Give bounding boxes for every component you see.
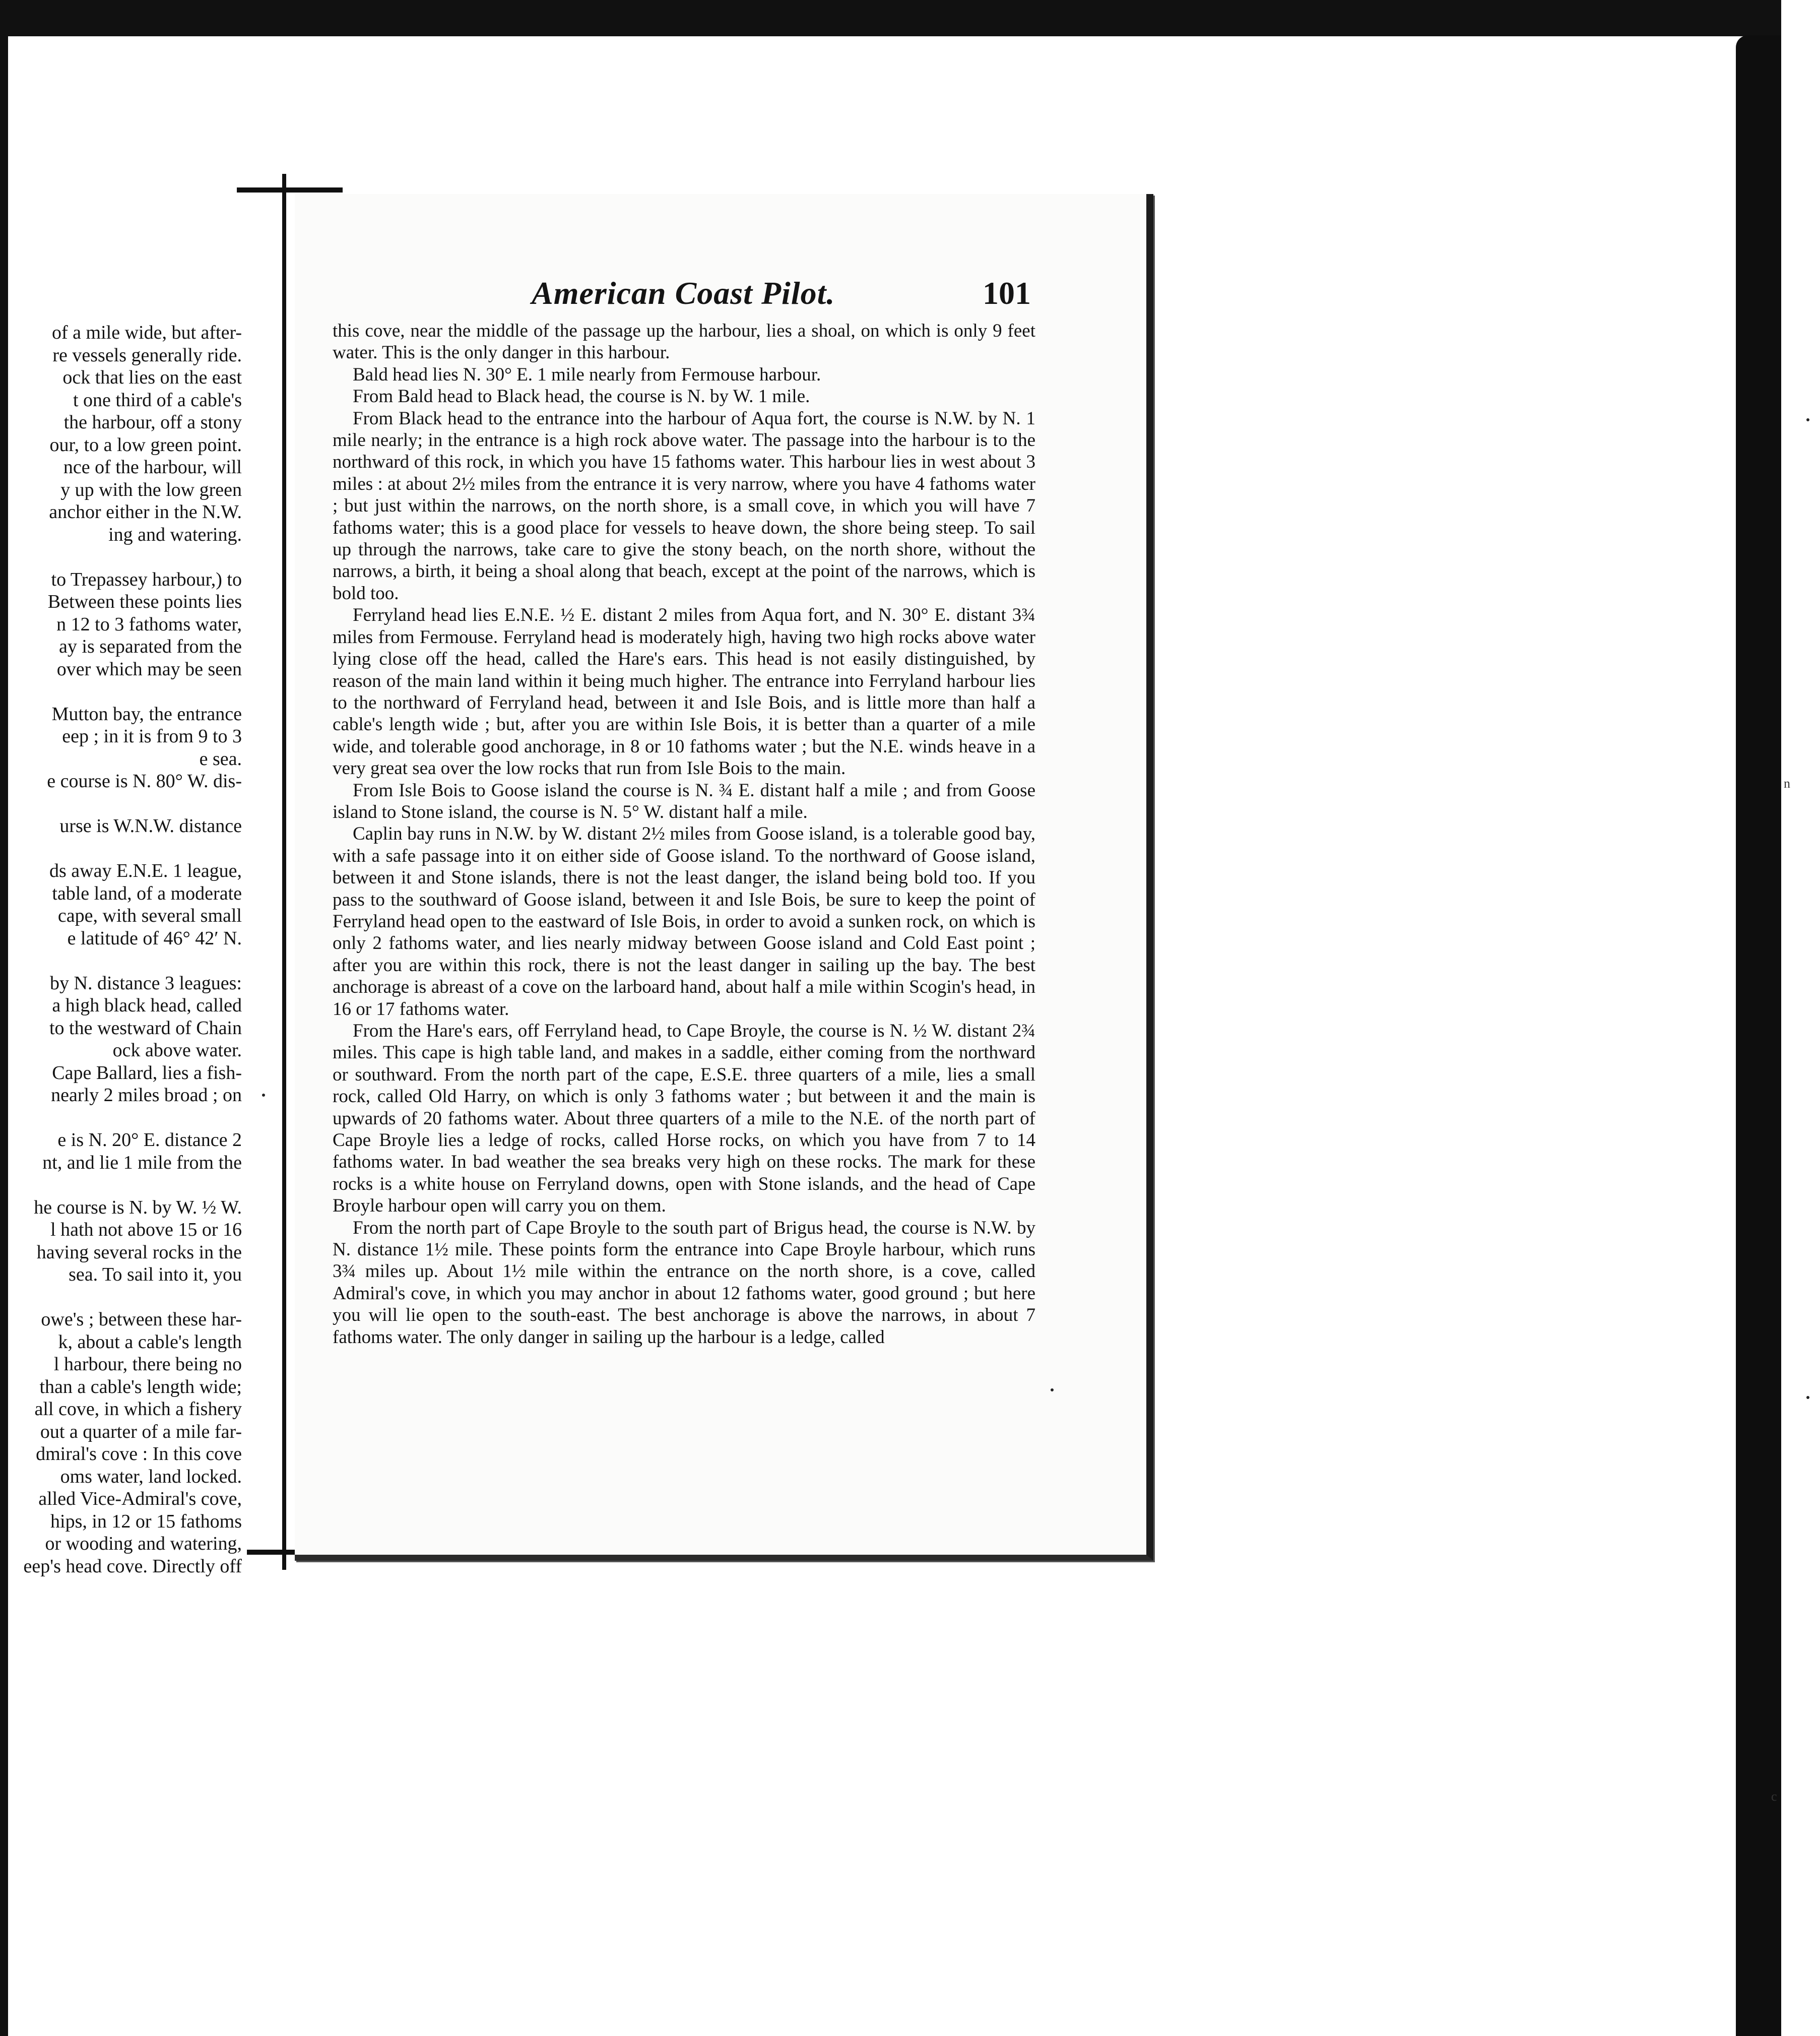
left-page-line: anchor either in the N.W.: [49, 501, 242, 523]
left-page-line: a high black head, called: [52, 995, 242, 1016]
left-page-line: our, to a low green point.: [49, 434, 242, 456]
left-page-line: nt, and lie 1 mile from the: [42, 1152, 242, 1173]
left-page-line: nearly 2 miles broad ; on: [51, 1085, 242, 1106]
left-page-line: ock that lies on the east: [62, 367, 242, 388]
left-page-line: to Trepassey harbour,) to: [51, 568, 242, 590]
page-number: 101: [983, 275, 1031, 311]
left-page-line: having several rocks in the: [36, 1241, 242, 1263]
left-page-line: the harbour, off a stony: [63, 412, 242, 433]
body-paragraph: From the Hare's ears, off Ferryland head, to Cape Broyle, the course is N. ½ W. distant 2¾ miles. This cape is high table land, and makes in a saddle, either coming from the northward or southward. From the north part of the cape, E.S.E. three quarters of a mile, lies a small rock, called Old Harry, on which is only 3 fathoms water ; but between it and the main is upwards of 20 fathoms water. About three quarters of a mile to the N.E. of the north part of Cape Broyle lies a ledge of rocks, called Horse rocks, on which you have from 7 to 14 fathoms water. In bad weather the sea breaks very high on these rocks. The mark for these rocks is a white house on Ferryland downs, open with Stone islands, and the head of Cape Broyle harbour open will carry you on them.: [333, 1021, 1035, 1217]
left-page-line: out a quarter of a mile far-: [40, 1421, 242, 1442]
margin-mark: c: [1771, 1789, 1777, 1804]
speck: [1806, 1396, 1809, 1399]
left-page-line: l harbour, there being no: [53, 1354, 242, 1375]
left-page-line: of a mile wide, but after-: [52, 322, 242, 343]
left-page-line: k, about a cable's length: [58, 1331, 242, 1353]
left-page-line: t one third of a cable's: [73, 389, 242, 411]
left-page-line: oms water, land locked.: [60, 1466, 242, 1487]
left-page-line: eep ; in it is from 9 to 3: [62, 726, 242, 747]
left-page-line: than a cable's length wide;: [39, 1376, 242, 1397]
left-page-line: e course is N. 80° W. dis-: [47, 771, 242, 792]
body-paragraph: Caplin bay runs in N.W. by W. distant 2½ miles from Goose island, is a tolerable good bay, with a safe passage into it on either side of Goose island. To the northward of Goose island, between it and Stone islands, there is not the least danger, the island being bold too. If you pass to the southward of Goose island, between it and Isle Bois, be sure to keep the point of Ferryland head open to the eastward of Isle Bois, in order to avoid a sunken rock, on which is only 2 fathoms water, and lies nearly midway between Goose island and Cold East point ; after you are within this rock, there is not the least danger in sailing up the bay. The best anchorage is abreast of a cove on the larboard hand, about half a mile within Scogin's head, in 16 or 17 fathoms water.: [333, 823, 1035, 1020]
left-page-line: n 12 to 3 fathoms water,: [56, 613, 242, 635]
speck: [1806, 418, 1809, 421]
left-page-line: alled Vice-Admiral's cove,: [38, 1488, 242, 1509]
left-page-line: ing and watering.: [108, 524, 242, 545]
left-page-line: e sea.: [199, 748, 242, 770]
scan-border-top: [0, 0, 1781, 36]
speck: [1051, 1388, 1054, 1391]
left-page-line: sea. To sail into it, you: [69, 1264, 242, 1285]
left-page-line: re vessels generally ride.: [52, 344, 242, 366]
left-page-line: over which may be seen: [56, 658, 242, 680]
margin-mark: n: [1784, 776, 1790, 791]
left-page-line: ock above water.: [112, 1040, 242, 1061]
left-page-line: by N. distance 3 leagues:: [50, 972, 242, 994]
left-page-line: Cape Ballard, lies a fish-: [52, 1062, 242, 1084]
left-page-line: e latitude of 46° 42′ N.: [67, 927, 242, 949]
left-page-line: l hath not above 15 or 16: [50, 1219, 242, 1240]
left-page-line: all cove, in which a fishery: [34, 1398, 242, 1420]
left-page-line: urse is W.N.W. distance: [59, 815, 242, 837]
left-page-line: to the westward of Chain: [49, 1017, 242, 1039]
body-paragraph: From Isle Bois to Goose island the course is N. ¾ E. distant half a mile ; and from Goose island to Stone island, the course is N. 5° W. distant half a mile.: [333, 780, 1035, 822]
body-paragraph: Bald head lies N. 30° E. 1 mile nearly from Fermouse harbour.: [353, 364, 821, 385]
left-page-line: eep's head cove. Directly off: [23, 1555, 242, 1577]
left-page-line: or wooding and watering,: [45, 1533, 242, 1554]
left-page-column: [0, 322, 242, 1602]
left-page-line: Between these points lies: [47, 591, 242, 612]
left-page-line: ds away E.N.E. 1 league,: [49, 860, 242, 881]
body-paragraph: From Black head to the entrance into the harbour of Aqua fort, the course is N.W. by N. 1 mile nearly; in the entrance is a high rock above water. The passage into the harbour is to the northward of this rock, in which you have 15 fathoms water. This harbour lies in west about 3 miles : at about 2½ miles from the entrance it is very narrow, where you have 4 fathoms water ; but just within the narrows, on the north shore, is a small cove, in which you will have 7 fathoms water; this is a good place for vessels to heave down, the shore being steep. To sail up through the narrows, take care to give the stony beach, on the north shore, without the narrows, a birth, it being a shoal along that beach, except at the point of the narrows, which is bold too.: [333, 408, 1035, 604]
body-paragraph: Ferryland head lies E.N.E. ½ E. distant 2 miles from Aqua fort, and N. 30° E. distant 3¾ miles from Fermouse. Ferryland head is moderately high, having two high rocks above water lying close off the head, called the Hare's ears. This head is not easily distinguished, by reason of the main land within it being much higher. The entrance into Ferryland harbour lies to the northward of Ferryland head, between it and Isle Bois, and is little more than half a cable's length wide ; but, after you are within Isle Bois, it is better than a quarter of a mile wide, and tolerable good anchorage, in 8 or 10 fathoms water ; but the N.E. winds heave in a very great sea over the low rocks that run from Isle Bois to the main.: [333, 605, 1035, 779]
gutter-cap-top: [237, 187, 343, 193]
running-title: American Coast Pilot.: [532, 275, 835, 311]
page-body: [333, 320, 1035, 1348]
left-page-line: ay is separated from the: [59, 636, 242, 657]
body-paragraph: From the north part of Cape Broyle to the south part of Brigus head, the course is N.W. by N. distance 1½ mile. These points form the entrance into Cape Broyle harbour, which runs 3¾ miles up. About 1½ mile within the entrance on the north shore, is a cove, called Admiral's cove, in which you may anchor in about 12 fathoms water, good ground ; but here you will lie open to the south-east. The best anchorage is above the narrows, in about 7 fathoms water. The only danger in sailing up the harbour is a ledge, called: [333, 1217, 1035, 1348]
scan-border-right: [1736, 35, 1781, 2036]
body-paragraph: this cove, near the middle of the passage up the harbour, lies a shoal, on which is only 9 feet water. This is the only danger in this harbour.: [333, 321, 1035, 363]
left-page-line: Mutton bay, the entrance: [51, 703, 242, 725]
left-page-line: hips, in 12 or 15 fathoms: [50, 1510, 242, 1532]
speck: [262, 1094, 265, 1097]
left-page-line: nce of the harbour, will: [63, 457, 242, 478]
book-gutter: [282, 174, 286, 1570]
gutter-cap-bottom: [247, 1550, 302, 1555]
left-page-line: dmiral's cove : In this cove: [36, 1443, 242, 1465]
left-page-line: y up with the low green: [60, 479, 242, 500]
left-page-line: cape, with several small: [57, 905, 242, 926]
left-page-line: owe's ; between these har-: [41, 1309, 242, 1330]
left-page-line: e is N. 20° E. distance 2: [57, 1129, 242, 1151]
left-page-line: table land, of a moderate: [52, 882, 242, 904]
body-paragraph: From Bald head to Black head, the course is N. by W. 1 mile.: [353, 386, 810, 407]
left-page-line: he course is N. by W. ½ W.: [34, 1196, 242, 1218]
